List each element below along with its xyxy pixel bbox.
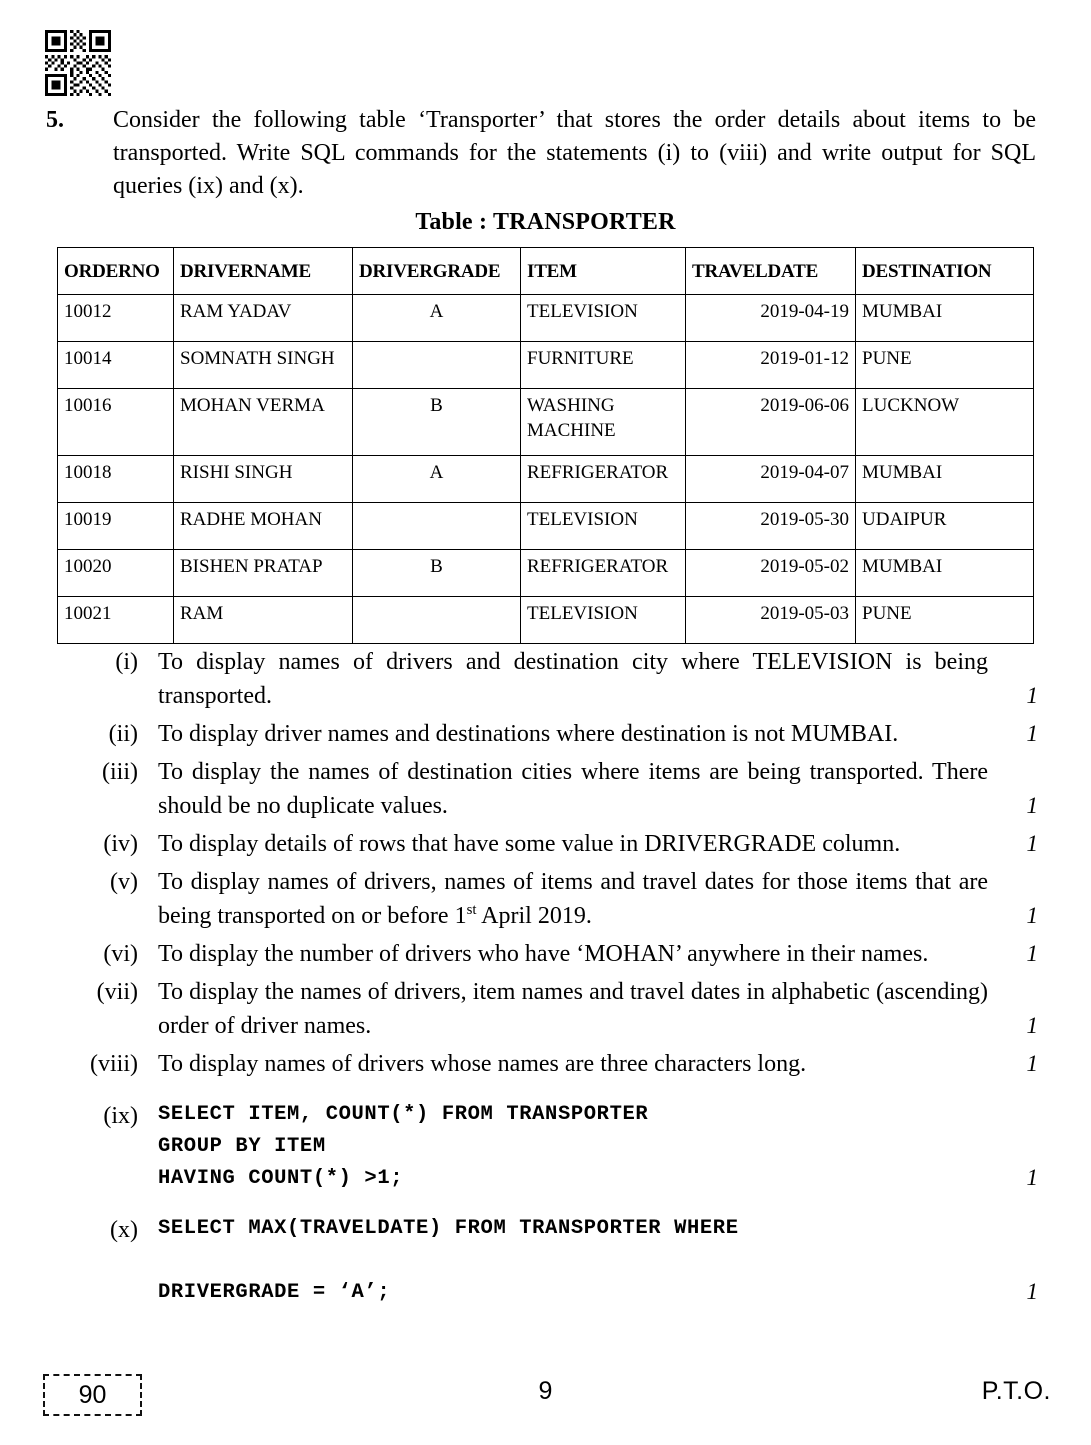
sql-line: SELECT ITEM, COUNT(*) FROM TRANSPORTER [158,1103,649,1126]
column-header-orderno: ORDERNO [58,248,174,295]
marks-value: 1 [1026,903,1038,928]
cell-drivername: SOMNATH SINGH [174,342,353,389]
cell-traveldate: 2019-04-19 [686,295,856,342]
cell-destination: MUMBAI [856,456,1034,503]
marks-value: 1 [1026,1165,1038,1190]
question-block [46,104,1036,203]
table-caption: Table : TRANSPORTER [415,209,676,235]
table-row [58,503,1034,550]
sub-question-numeral: (ix) [103,1103,138,1129]
sub-question-vi [46,937,1046,971]
cell-drivergrade [353,342,521,389]
cell-drivergrade: A [353,456,521,503]
cell-orderno: 10016 [58,389,174,456]
cell-drivername: MOHAN VERMA [174,389,353,456]
cell-traveldate: 2019-06-06 [686,389,856,456]
sub-question-numeral: (vii) [96,979,138,1005]
table-row [58,295,1034,342]
cell-destination: UDAIPUR [856,503,1034,550]
cell-orderno: 10014 [58,342,174,389]
question-number: 5. [46,107,64,133]
sql-code-block [158,1099,1046,1195]
marks-value: 1 [1026,1279,1038,1304]
cell-drivergrade: B [353,389,521,456]
cell-drivername: RAM [174,597,353,644]
cell-orderno: 10019 [58,503,174,550]
sub-question-text: To display names of drivers whose names are three characters long. [158,1051,807,1077]
cell-destination: PUNE [856,597,1034,644]
sub-question-vii [46,975,1046,1043]
paper-code-box: 90 [43,1374,142,1416]
sub-question-text: To display driver names and destinations where destination is not MUMBAI. [158,721,899,747]
cell-item: REFRIGERATOR [521,550,686,597]
page-footer [0,1374,1091,1420]
sub-question-numeral: (viii) [90,1051,138,1077]
sql-line: SELECT MAX(TRAVELDATE) FROM TRANSPORTER WHERE [158,1217,739,1240]
transporter-table-wrapper [57,247,1033,644]
sub-question-text-after: April 2019. [476,903,592,929]
table-row [58,456,1034,503]
cell-item: TELEVISION [521,295,686,342]
qr-code-icon [45,30,111,96]
cell-orderno: 10021 [58,597,174,644]
sub-question-numeral: (iii) [102,759,138,785]
table-row [58,389,1034,456]
sub-question-text-before: To display names of drivers, names of items and travel dates for those items that are being transported on or before 1 [158,869,988,929]
cell-traveldate: 2019-05-03 [686,597,856,644]
pto-label: P.T.O. [981,1377,1051,1405]
cell-drivername: BISHEN PRATAP [174,550,353,597]
cell-item: WASHING MACHINE [521,389,686,456]
marks-value: 1 [1026,721,1038,746]
cell-item: TELEVISION [521,503,686,550]
sub-question-numeral: (i) [115,649,138,675]
marks-value: 1 [1026,793,1038,818]
cell-drivername: RAM YADAV [174,295,353,342]
cell-destination: PUNE [856,342,1034,389]
cell-traveldate: 2019-04-07 [686,456,856,503]
cell-destination: MUMBAI [856,295,1034,342]
marks-value: 1 [1026,1051,1038,1076]
sub-question-viii [46,1047,1046,1081]
sub-question-numeral: (vi) [103,941,138,967]
column-header-drivername: DRIVERNAME [174,248,353,295]
sub-question-ii [46,717,1046,751]
cell-orderno: 10020 [58,550,174,597]
table-row [58,342,1034,389]
column-header-drivergrade: DRIVERGRADE [353,248,521,295]
ordinal-suffix: st [466,902,477,918]
sub-question-list [46,645,1046,1313]
sub-question-text: To display the names of destination cities where items are being transported. There should be no duplicate values. [158,759,988,819]
sub-question-numeral: (ii) [108,721,138,747]
cell-orderno: 10012 [58,295,174,342]
sql-line: DRIVERGRADE = ‘A’; [158,1281,391,1304]
sub-question-v [46,865,1046,933]
marks-value: 1 [1026,1013,1038,1038]
table-row [58,550,1034,597]
cell-item: TELEVISION [521,597,686,644]
sub-question-text: To display details of rows that have some value in DRIVERGRADE column. [158,831,901,857]
cell-drivergrade [353,503,521,550]
table-row [58,597,1034,644]
sub-question-iii [46,755,1046,823]
sql-code-block [158,1213,1046,1309]
cell-item: FURNITURE [521,342,686,389]
sub-question-numeral: (v) [110,869,138,895]
sub-question-ix [46,1099,1046,1195]
table-header-row [58,248,1034,295]
transporter-table [57,247,1034,644]
cell-drivername: RADHE MOHAN [174,503,353,550]
sub-question-numeral: (iv) [103,831,138,857]
marks-value: 1 [1026,831,1038,856]
sub-question-text: To display the names of drivers, item names and travel dates in alphabetic (ascending) order of driver names. [158,979,988,1039]
cell-traveldate: 2019-05-02 [686,550,856,597]
cell-item: REFRIGERATOR [521,456,686,503]
cell-drivername: RISHI SINGH [174,456,353,503]
sub-question-text: To display names of drivers and destination city where TELEVISION is being transported. [158,649,988,709]
sub-question-text: To display the number of drivers who have ‘MOHAN’ anywhere in their names. [158,941,929,967]
cell-traveldate: 2019-05-30 [686,503,856,550]
cell-traveldate: 2019-01-12 [686,342,856,389]
cell-destination: LUCKNOW [856,389,1034,456]
column-header-item: ITEM [521,248,686,295]
sub-question-iv [46,827,1046,861]
cell-drivergrade: B [353,550,521,597]
page-number: 9 [538,1377,553,1405]
cell-drivergrade [353,597,521,644]
marks-value: 1 [1026,941,1038,966]
marks-value: 1 [1026,683,1038,708]
sub-question-x [46,1213,1046,1309]
sub-question-numeral: (x) [110,1217,138,1243]
cell-destination: MUMBAI [856,550,1034,597]
question-text [113,104,1036,203]
column-header-destination: DESTINATION [856,248,1034,295]
column-header-traveldate: TRAVELDATE [686,248,856,295]
sub-question-i [46,645,1046,713]
question-paragraph: Consider the following table ‘Transporter’ that stores the order details about items to be transported. Write SQL commands for the statements (i) to (viii) and write output for SQL queries (ix) and (x). [113,107,1036,199]
cell-drivergrade: A [353,295,521,342]
sql-line: HAVING COUNT(*) >1; [158,1167,404,1190]
sql-line: GROUP BY ITEM [158,1135,326,1158]
cell-orderno: 10018 [58,456,174,503]
sub-question-text [158,865,1046,933]
